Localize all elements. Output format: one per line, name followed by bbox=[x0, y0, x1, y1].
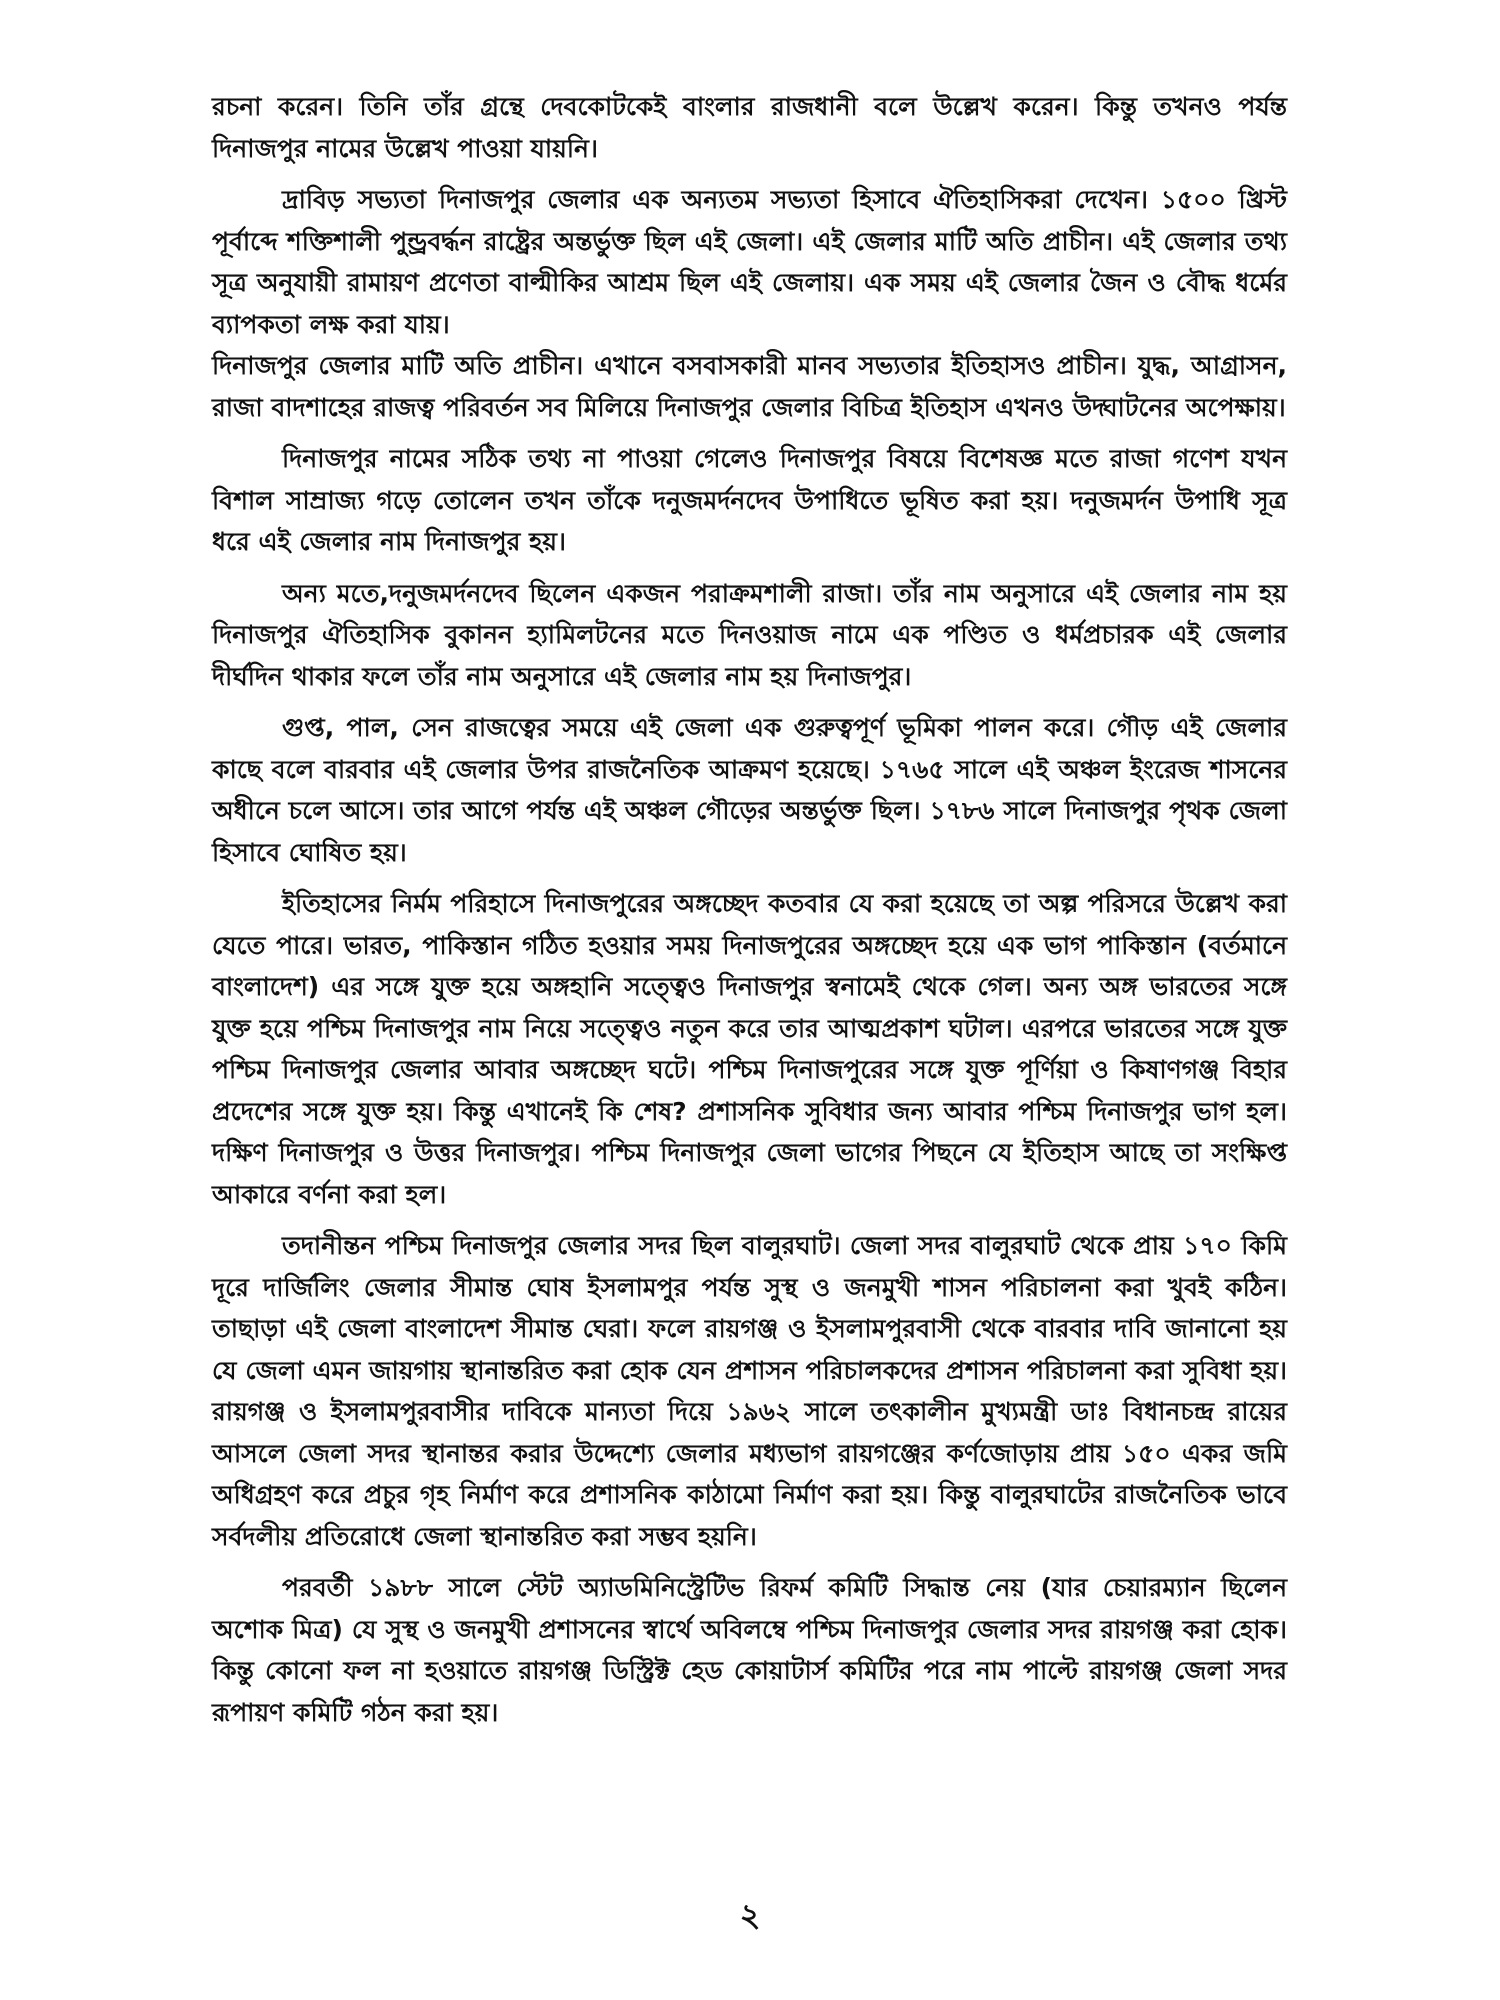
paragraph-4: দিনাজপুর নামের সঠিক তথ্য না পাওয়া গেলেও দিনাজপুর বিষয়ে বিশেষজ্ঞ মতে রাজা গণেশ যখন বিশাল সাম্রাজ্য গড়ে তোলেন তখন তাঁকে দনুজমর্দনদেব উপাধিতে ভূষিত করা হয়। দনুজমর্দন উপাধি সূত্র ধরে এই জেলার নাম দিনাজপুর হয়। bbox=[212, 444, 1287, 556]
paragraph-6: গুপ্ত, পাল, সেন রাজত্বের সময়ে এই জেলা এক গুরুত্বপূর্ণ ভূমিকা পালন করে। গৌড় এই জেলার কাছে বলে বারবার এই জেলার উপর রাজনৈতিক আক্রমণ হয়েছে। ১৭৬৫ সালে এই অঞ্চল ইংরেজ শাসনের অধীনে চলে আসে। তার আগে পর্যন্ত এই অঞ্চল গৌড়ের অন্তর্ভুক্ত ছিল। ১৭৮৬ সালে দিনাজপুর পৃথক জেলা হিসাবে ঘোষিত হয়। bbox=[212, 713, 1287, 867]
paragraph-2: দ্রাবিড় সভ্যতা দিনাজপুর জেলার এক অন্যতম সভ্যতা হিসাবে ঐতিহাসিকরা দেখেন। ১৫০০ খ্রিস্ট পূর্বাব্দে শক্তিশালী পুন্ড্রবর্দ্ধন রাষ্ট্রের অন্তর্ভুক্ত ছিল এই জেলা। এই জেলার মাটি অতি প্রাচীন। এই জেলার তথ্য সূত্র অনুযায়ী রামায়ণ প্রণেতা বাল্মীকির আশ্রম ছিল এই জেলায়। এক সময় এই জেলার জৈন ও বৌদ্ধ ধর্মের ব্যাপকতা লক্ষ করা যায়। bbox=[212, 185, 1287, 339]
paragraph-8: তদানীন্তন পশ্চিম দিনাজপুর জেলার সদর ছিল বালুরঘাট। জেলা সদর বালুরঘাট থেকে প্রায় ১৭০ কিমি দূরে দার্জিলিং জেলার সীমান্ত ঘোষ ইসলামপুর পর্যন্ত সুস্থ ও জনমুখী শাসন পরিচালনা করা খুবই কঠিন। তাছাড়া এই জেলা বাংলাদেশ সীমান্ত ঘেরা। ফলে রায়গঞ্জ ও ইসলামপুরবাসী থেকে বারবার দাবি জানানো হয় যে জেলা এমন জায়গায় স্থানান্তরিত করা হোক যেন প্রশাসন পরিচালকদের প্রশাসন পরিচালনা করা সুবিধা হয়। রায়গঞ্জ ও ইসলামপুরবাসীর দাবিকে মান্যতা দিয়ে ১৯৬২ সালে তৎকালীন মুখ্যমন্ত্রী ডাঃ বিধানচন্দ্র রায়ের আসলে জেলা সদর স্থানান্তর করার উদ্দেশ্যে জেলার মধ্যভাগ রায়গঞ্জের কর্ণজোড়ায় প্রায় ১৫০ একর জমি অধিগ্রহণ করে প্রচুর গৃহ নির্মাণ করে প্রশাসনিক কাঠামো নির্মাণ করা হয়। কিন্তু বালুরঘাটের রাজনৈতিক ভাবে সর্বদলীয় প্রতিরোধে জেলা স্থানান্তরিত করা সম্ভব হয়নি। bbox=[212, 1231, 1287, 1551]
paragraph-3: দিনাজপুর জেলার মাটি অতি প্রাচীন। এখানে বসবাসকারী মানব সভ্যতার ইতিহাসও প্রাচীন। যুদ্ধ, আগ্রাসন, রাজা বাদশাহের রাজত্ব পরিবর্তন সব মিলিয়ে দিনাজপুর জেলার বিচিত্র ইতিহাস এখনও উদ্ঘাটনের অপেক্ষায়। bbox=[212, 351, 1287, 422]
paragraph-5: অন্য মতে,দনুজমর্দনদেব ছিলেন একজন পরাক্রমশালী রাজা। তাঁর নাম অনুসারে এই জেলার নাম হয় দিনাজপুর ঐতিহাসিক বুকানন হ্যামিলটনের মতে দিনওয়াজ নামে এক পণ্ডিত ও ধর্মপ্রচারক এই জেলার দীর্ঘদিন থাকার ফলে তাঁর নাম অনুসারে এই জেলার নাম হয় দিনাজপুর। bbox=[212, 578, 1287, 691]
page-number: ২ bbox=[739, 1896, 761, 1934]
document-body bbox=[212, 86, 1287, 1733]
paragraph-1: রচনা করেন। তিনি তাঁর গ্রন্থে দেবকোটকেই বাংলার রাজধানী বলে উল্লেখ করেন। কিন্তু তখনও পর্যন্ত দিনাজপুর নামের উল্লেখ পাওয়া যায়নি। bbox=[212, 92, 1287, 163]
paragraph-7: ইতিহাসের নির্মম পরিহাসে দিনাজপুরের অঙ্গচ্ছেদ কতবার যে করা হয়েছে তা অল্প পরিসরে উল্লেখ করা যেতে পারে। ভারত, পাকিস্তান গঠিত হওয়ার সময় দিনাজপুরের অঙ্গচ্ছেদ হয়ে এক ভাগ পাকিস্তান (বর্তমানে বাংলাদেশ) এর সঙ্গে যুক্ত হয়ে অঙ্গহানি সত্ত্বেও দিনাজপুর স্বনামেই থেকে গেল। অন্য অঙ্গ ভারতের সঙ্গে যুক্ত হয়ে পশ্চিম দিনাজপুর নাম নিয়ে সত্ত্বেও নতুন করে তার আত্মপ্রকাশ ঘটাল। এরপরে ভারতের সঙ্গে যুক্ত পশ্চিম দিনাজপুর জেলার আবার অঙ্গচ্ছেদ ঘটে। পশ্চিম দিনাজপুরের সঙ্গে যুক্ত পূর্ণিয়া ও কিষাণগঞ্জ বিহার প্রদেশের সঙ্গে যুক্ত হয়। কিন্তু এখানেই কি শেষ? প্রশাসনিক সুবিধার জন্য আবার পশ্চিম দিনাজপুর ভাগ হল। দক্ষিণ দিনাজপুর ও উত্তর দিনাজপুর। পশ্চিম দিনাজপুর জেলা ভাগের পিছনে যে ইতিহাস আছে তা সংক্ষিপ্ত আকারে বর্ণনা করা হল। bbox=[212, 889, 1287, 1209]
paragraph-9: পরবর্তী ১৯৮৮ সালে স্টেট অ্যাডমিনিস্ট্রেটিভ রিফর্ম কমিটি সিদ্ধান্ত নেয় (যার চেয়ারম্যান ছিলেন অশোক মিত্র) যে সুস্থ ও জনমুখী প্রশাসনের স্বার্থে অবিলম্বে পশ্চিম দিনাজপুর জেলার সদর রায়গঞ্জ করা হোক। কিন্তু কোনো ফল না হওয়াতে রায়গঞ্জ ডিস্ট্রিক্ট হেড কোয়াটার্স কমিটির পরে নাম পাল্টে রায়গঞ্জ জেলা সদর রূপায়ণ কমিটি গঠন করা হয়। bbox=[212, 1573, 1287, 1727]
